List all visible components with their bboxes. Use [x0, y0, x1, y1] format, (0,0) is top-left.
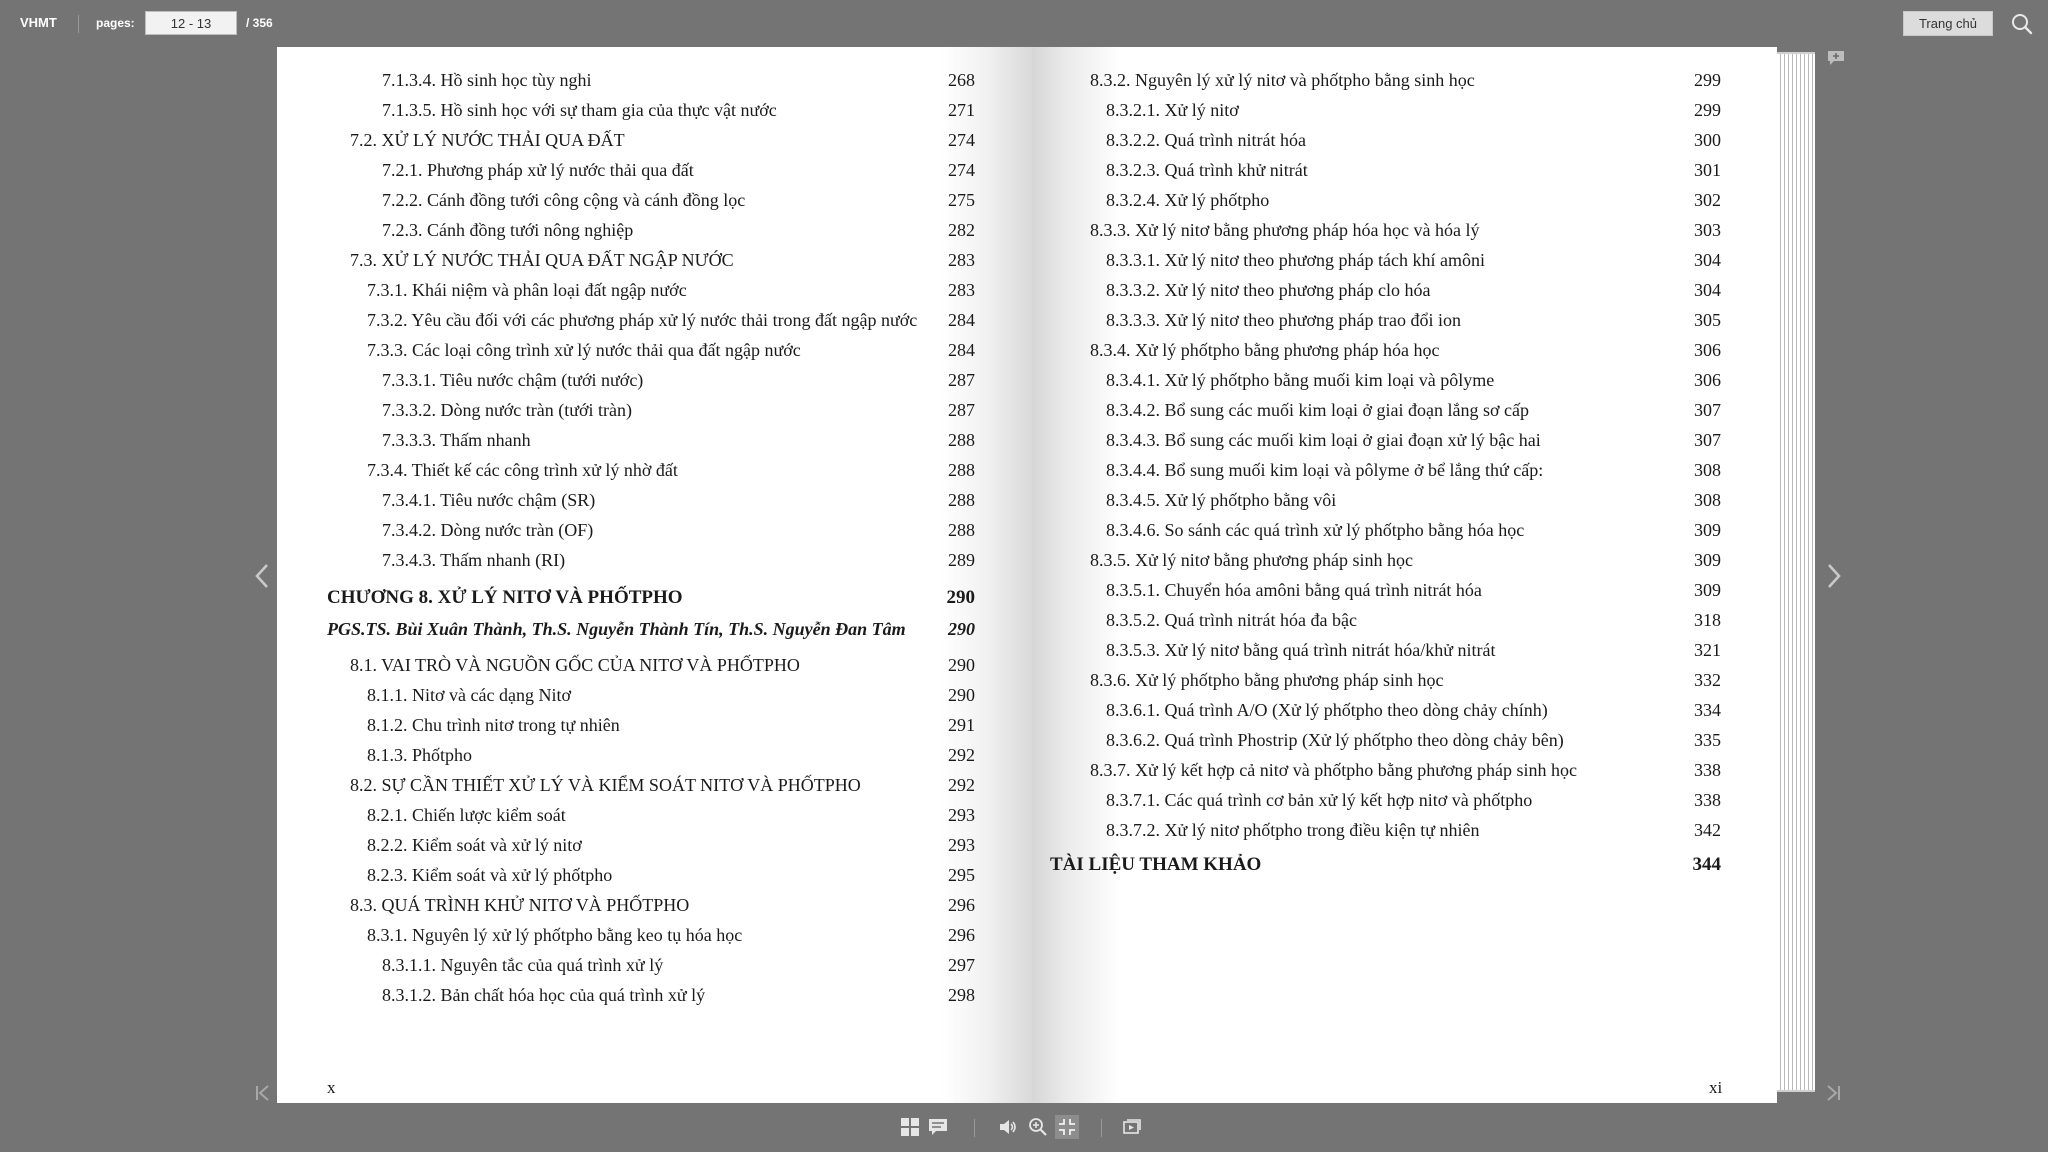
toc-entry[interactable]	[382, 981, 975, 1009]
toc-entry[interactable]	[382, 156, 975, 184]
toc-entry-page: 283	[948, 280, 975, 300]
toc-entry-page: 308	[1694, 460, 1721, 480]
toc-entry-page: 282	[948, 220, 975, 240]
toc-entry[interactable]	[1090, 756, 1721, 784]
toc-entry-title: 8.3.7. Xử lý kết hợp cả nitơ và phốtpho bằng phương pháp sinh học	[1090, 760, 1578, 780]
toc-entry[interactable]	[1106, 486, 1721, 514]
toc-entry-title: PGS.TS. Bùi Xuân Thành, Th.S. Nguyễn Thành Tín, Th.S. Nguyễn Đan Tâm	[327, 619, 906, 639]
toc-entry-page: 306	[1694, 370, 1721, 390]
toc-entry[interactable]	[382, 426, 975, 454]
toc-entry-page: 301	[1694, 160, 1721, 180]
toc-entry-page: 344	[1692, 854, 1721, 875]
page-folio-right: xi	[1709, 1078, 1723, 1097]
toc-entry-title: 8.3.6.1. Quá trình A/O (Xử lý phốtpho theo dòng chảy chính)	[1106, 700, 1548, 720]
toc-entry-title: 8.3.6. Xử lý phốtpho bằng phương pháp sinh học	[1090, 670, 1444, 690]
toc-entry[interactable]	[1106, 126, 1721, 154]
toc-entry[interactable]	[382, 546, 975, 574]
toc-entry-page: 306	[1694, 340, 1721, 360]
toc-entry-page: 288	[948, 460, 975, 480]
toc-entry[interactable]	[382, 366, 975, 394]
toc-entry-page: 338	[1694, 790, 1721, 810]
toc-entry-page: 338	[1694, 760, 1721, 780]
toc-entry-title: 8.3.3.2. Xử lý nitơ theo phương pháp clo hóa	[1106, 280, 1431, 300]
toc-entry[interactable]	[350, 246, 975, 274]
toc-entry[interactable]	[1050, 851, 1721, 879]
toc-entry-title: 8.1.3. Phốtpho	[367, 745, 473, 765]
toc-entry[interactable]	[1106, 276, 1721, 304]
toc-entry-page: 302	[1694, 190, 1721, 210]
toc-entry-title: 8.2.2. Kiểm soát và xử lý nitơ	[367, 835, 582, 855]
toc-entry[interactable]	[1106, 786, 1721, 814]
toc-entry-page: 290	[948, 655, 975, 675]
toc-entry-title: 8.3.1. Nguyên lý xử lý phốtpho bằng keo tụ hóa học	[367, 925, 743, 945]
toc-entry-title: 7.3.1. Khái niệm và phân loại đất ngập nước	[367, 280, 687, 300]
toc-entry[interactable]	[1106, 516, 1721, 544]
brand-logo[interactable]: VHMT	[20, 15, 57, 30]
toc-entry-page: 304	[1694, 280, 1721, 300]
toolbar-divider	[974, 1119, 975, 1137]
toc-entry[interactable]	[1090, 336, 1721, 364]
left-page[interactable]	[277, 47, 1032, 1103]
toc-entry-page: 293	[948, 805, 975, 825]
toc-entry[interactable]	[367, 711, 975, 739]
search-icon[interactable]	[2010, 12, 2034, 36]
toc-entry[interactable]	[350, 651, 975, 679]
toc-entry-title: 8.3.7.2. Xử lý nitơ phốtpho trong điều kiện tự nhiên	[1106, 820, 1480, 840]
toc-entry-page: 334	[1694, 700, 1721, 720]
toc-entry-page: 287	[948, 370, 975, 390]
toc-entry-page: 291	[948, 715, 975, 735]
toc-entry-title: 8.3.3.1. Xử lý nitơ theo phương pháp tách khí amôni	[1106, 250, 1486, 270]
toc-entry[interactable]	[1106, 726, 1721, 754]
toc-entry-title: 8.2.1. Chiến lược kiểm soát	[367, 805, 566, 825]
toc-entry[interactable]	[350, 126, 975, 154]
toc-entry-page: 268	[948, 70, 975, 90]
toc-entry[interactable]	[350, 891, 975, 919]
toc-entry-title: 7.3.4.1. Tiêu nước chậm (SR)	[382, 490, 596, 510]
toc-entry-title: TÀI LIỆU THAM KHẢO	[1050, 854, 1262, 875]
toc-entry-title: 7.1.3.4. Hồ sinh học tùy nghi	[382, 70, 592, 90]
grid-icon[interactable]	[898, 1115, 922, 1139]
pages-label: pages:	[96, 16, 135, 30]
toc-entry[interactable]	[1106, 576, 1721, 604]
toc-entry-title: 8.1.2. Chu trình nitơ trong tự nhiên	[367, 715, 620, 735]
toc-entry-title: 8.3.2.2. Quá trình nitrát hóa	[1106, 130, 1306, 150]
toc-entry-page: 332	[1694, 670, 1721, 690]
last-page-icon[interactable]	[1824, 1084, 1842, 1102]
toc-entry-title: 7.2.1. Phương pháp xử lý nước thải qua đất	[382, 160, 694, 180]
slideshow-icon[interactable]	[1120, 1115, 1144, 1139]
toc-entry-page: 309	[1694, 550, 1721, 570]
toc-entry[interactable]	[1090, 66, 1721, 94]
toc-entry[interactable]	[382, 486, 975, 514]
toc-entry[interactable]	[1106, 396, 1721, 424]
toc-entry-title: 7.3.2. Yêu cầu đối với các phương pháp xử lý nước thải trong đất ngập nước	[367, 310, 918, 330]
toc-entry[interactable]	[367, 741, 975, 769]
toc-entry-page: 299	[1694, 100, 1721, 120]
fit-screen-icon[interactable]	[1055, 1115, 1079, 1139]
toc-entry-title: 8.3.5. Xử lý nitơ bằng phương pháp sinh học	[1090, 550, 1414, 570]
toc-entry[interactable]	[1106, 606, 1721, 634]
toc-entry-title: 7.3.3. Các loại công trình xử lý nước thải qua đất ngập nước	[367, 340, 801, 360]
toc-entry-title: 8.3.4.5. Xử lý phốtpho bằng vôi	[1106, 490, 1337, 510]
zoom-in-icon[interactable]	[1026, 1115, 1050, 1139]
toc-entry-title: 8.3.2.3. Quá trình khử nitrát	[1106, 160, 1308, 180]
top-bar	[0, 0, 2048, 46]
toc-entry[interactable]	[1106, 696, 1721, 724]
toc-entry-title: 8.3.4. Xử lý phốtpho bằng phương pháp hóa học	[1090, 340, 1440, 360]
toc-entry-title: 7.3.3.2. Dòng nước tràn (tưới tràn)	[382, 400, 632, 420]
page-stack-edge	[1777, 52, 1815, 1092]
toc-entry-title: 7.2. XỬ LÝ NƯỚC THẢI QUA ĐẤT	[350, 130, 625, 150]
toc-entry-page: 295	[948, 865, 975, 885]
toc-entry-page: 300	[1694, 130, 1721, 150]
toc-entry-page: 298	[948, 985, 975, 1005]
chevron-right-icon[interactable]	[1824, 561, 1844, 591]
toc-entry-title: 7.3.3.1. Tiêu nước chậm (tưới nước)	[382, 370, 644, 390]
toc-entry-title: 8.2.3. Kiểm soát và xử lý phốtpho	[367, 865, 613, 885]
toc-entry-page: 288	[948, 430, 975, 450]
toc-entry-page: 304	[1694, 250, 1721, 270]
toc-entry-page: 274	[948, 160, 975, 180]
toc-entry[interactable]	[367, 276, 975, 304]
toc-entry[interactable]	[367, 681, 975, 709]
toc-entry-page: 309	[1694, 520, 1721, 540]
first-page-icon[interactable]	[254, 1084, 272, 1102]
toc-entry[interactable]	[327, 615, 975, 643]
toc-entry[interactable]	[382, 516, 975, 544]
chevron-left-icon[interactable]	[252, 561, 272, 591]
comment-icon[interactable]	[926, 1115, 950, 1139]
toc-entry[interactable]	[367, 801, 975, 829]
toc-entry-page: 342	[1694, 820, 1721, 840]
toc-entry-page: 274	[948, 130, 975, 150]
toc-entry-page: 296	[948, 895, 975, 915]
toc-entry[interactable]	[1090, 216, 1721, 244]
toc-entry-title: 8.3. QUÁ TRÌNH KHỬ NITƠ VÀ PHỐTPHO	[350, 895, 690, 915]
toc-entry-title: 7.2.3. Cánh đồng tưới nông nghiệp	[382, 220, 634, 240]
toc-entry-title: 8.3.2.4. Xử lý phốtpho	[1106, 190, 1270, 210]
toc-entry[interactable]	[367, 456, 975, 484]
toc-entry-page: 290	[948, 685, 975, 705]
add-note-icon[interactable]	[1827, 50, 1845, 66]
toc-entry-page: 321	[1694, 640, 1721, 660]
toc-entry-page: 283	[948, 250, 975, 270]
toc-entry[interactable]	[367, 861, 975, 889]
toc-entry-page: 307	[1694, 400, 1721, 420]
toc-entry[interactable]	[1106, 156, 1721, 184]
toc-entry-title: 8.3.5.2. Quá trình nitrát hóa đa bậc	[1106, 610, 1357, 630]
toc-entry-title: 8.3.5.1. Chuyển hóa amôni bằng quá trình nitrát hóa	[1106, 580, 1482, 600]
toc-entry-page: 284	[948, 310, 975, 330]
toc-entry[interactable]	[1106, 816, 1721, 844]
toc-entry[interactable]	[350, 771, 975, 799]
toc-entry-page: 290	[948, 619, 975, 639]
toc-entry-title: 7.3.4.3. Thấm nhanh (RI)	[382, 550, 566, 570]
toc-entry-title: 8.3.4.2. Bổ sung các muối kim loại ở giai đoạn lắng sơ cấp	[1106, 400, 1529, 420]
toc-entry[interactable]	[1106, 636, 1721, 664]
toc-entry-title: 8.3.4.6. So sánh các quá trình xử lý phốtpho bằng hóa học	[1106, 520, 1525, 540]
toc-entry[interactable]	[327, 584, 975, 612]
toc-entry-title: 8.2. SỰ CẦN THIẾT XỬ LÝ VÀ KIỂM SOÁT NITƠ VÀ PHỐTPHO	[350, 775, 861, 795]
toc-entry[interactable]	[382, 396, 975, 424]
topbar-divider	[78, 15, 79, 33]
toc-entry-page: 297	[948, 955, 975, 975]
right-page[interactable]	[1032, 47, 1777, 1103]
toc-entry[interactable]	[1106, 186, 1721, 214]
toc-entry[interactable]	[1090, 546, 1721, 574]
page-total: / 356	[246, 16, 273, 30]
toc-entry-title: 8.3.4.1. Xử lý phốtpho bằng muối kim loại và pôlyme	[1106, 370, 1495, 390]
bottom-toolbar	[898, 1112, 1150, 1144]
toc-entry[interactable]	[382, 216, 975, 244]
toc-entry[interactable]	[1106, 246, 1721, 274]
toc-entry[interactable]	[1090, 666, 1721, 694]
toc-entry-page: 305	[1694, 310, 1721, 330]
toc-entry-title: 8.3.6.2. Quá trình Phostrip (Xử lý phốtpho theo dòng chảy bên)	[1106, 730, 1564, 750]
toc-entry-title: 7.2.2. Cánh đồng tưới công cộng và cánh đồng lọc	[382, 190, 746, 210]
toc-entry-title: 7.3.3.3. Thấm nhanh	[382, 430, 531, 450]
toc-entry[interactable]	[367, 336, 975, 364]
toc-entry-page: 303	[1694, 220, 1721, 240]
page-folio-left: x	[327, 1078, 336, 1097]
toc-entry[interactable]	[382, 66, 975, 94]
toc-entry[interactable]	[382, 186, 975, 214]
toc-entry-title: CHƯƠNG 8. XỬ LÝ NITƠ VÀ PHỐTPHO	[327, 587, 683, 608]
toc-entry-page: 275	[948, 190, 975, 210]
toc-entry-title: 8.1.1. Nitơ và các dạng Nitơ	[367, 685, 571, 705]
toc-entry-page: 289	[948, 550, 975, 570]
toc-entry-page: 293	[948, 835, 975, 855]
toc-entry[interactable]	[1106, 456, 1721, 484]
toc-entry-page: 290	[946, 587, 975, 608]
toolbar-divider	[1101, 1119, 1102, 1137]
toc-entry[interactable]	[1106, 426, 1721, 454]
toc-entry-page: 318	[1694, 610, 1721, 630]
book-spread	[277, 47, 1817, 1103]
toc-entry[interactable]	[1106, 306, 1721, 334]
toc-entry[interactable]	[367, 306, 975, 334]
toc-entry[interactable]	[1106, 366, 1721, 394]
home-button[interactable]: Trang chủ	[1903, 11, 1993, 36]
toc-entry-title: 8.3.1.2. Bản chất hóa học của quá trình xử lý	[382, 985, 706, 1005]
toc-entry-title: 8.3.2.1. Xử lý nitơ	[1106, 100, 1239, 120]
toc-entry[interactable]	[382, 96, 975, 124]
toc-entry-title: 8.3.4.4. Bổ sung muối kim loại và pôlyme ở bể lắng thứ cấp:	[1106, 460, 1544, 480]
toc-entry-title: 7.3.4. Thiết kế các công trình xử lý nhờ đất	[367, 460, 678, 480]
toc-entry[interactable]	[382, 951, 975, 979]
toc-entry-page: 307	[1694, 430, 1721, 450]
toc-entry-page: 292	[948, 775, 975, 795]
toc-entry-title: 8.3.7.1. Các quá trình cơ bản xử lý kết hợp nitơ và phốtpho	[1106, 790, 1533, 810]
toc-entry-title: 8.1. VAI TRÒ VÀ NGUỒN GỐC CỦA NITƠ VÀ PHỐTPHO	[350, 655, 800, 675]
toc-entry-title: 8.3.5.3. Xử lý nitơ bằng quá trình nitrát hóa/khử nitrát	[1106, 640, 1496, 660]
toc-entry-page: 284	[948, 340, 975, 360]
toc-entry-title: 8.3.1.1. Nguyên tắc của quá trình xử lý	[382, 955, 664, 975]
toc-entry-page: 292	[948, 745, 975, 765]
toc-entry-page: 299	[1694, 70, 1721, 90]
toc-entry[interactable]	[367, 921, 975, 949]
toc-entry-title: 8.3.4.3. Bổ sung các muối kim loại ở giai đoạn xử lý bậc hai	[1106, 430, 1541, 450]
toc-entry-page: 287	[948, 400, 975, 420]
toc-entry[interactable]	[1106, 96, 1721, 124]
toc-entry-title: 7.1.3.5. Hồ sinh học với sự tham gia của thực vật nước	[382, 100, 777, 120]
speaker-icon[interactable]	[996, 1115, 1020, 1139]
toc-entry-title: 8.3.2. Nguyên lý xử lý nitơ và phốtpho bằng sinh học	[1090, 70, 1475, 90]
toc-entry-page: 288	[948, 520, 975, 540]
toc-entry-title: 7.3. XỬ LÝ NƯỚC THẢI QUA ĐẤT NGẬP NƯỚC	[350, 250, 734, 270]
toc-entry-page: 309	[1694, 580, 1721, 600]
toc-entry-page: 271	[948, 100, 975, 120]
toc-entry-page: 288	[948, 490, 975, 510]
toc-entry-page: 308	[1694, 490, 1721, 510]
page-number-input[interactable]	[145, 11, 237, 35]
toc-entry-title: 8.3.3. Xử lý nitơ bằng phương pháp hóa học và hóa lý	[1090, 220, 1480, 240]
toc-entry-page: 335	[1694, 730, 1721, 750]
toc-entry-page: 296	[948, 925, 975, 945]
toc-entry-title: 8.3.3.3. Xử lý nitơ theo phương pháp trao đổi ion	[1106, 310, 1462, 330]
toc-entry[interactable]	[367, 831, 975, 859]
toc-entry-title: 7.3.4.2. Dòng nước tràn (OF)	[382, 520, 594, 540]
